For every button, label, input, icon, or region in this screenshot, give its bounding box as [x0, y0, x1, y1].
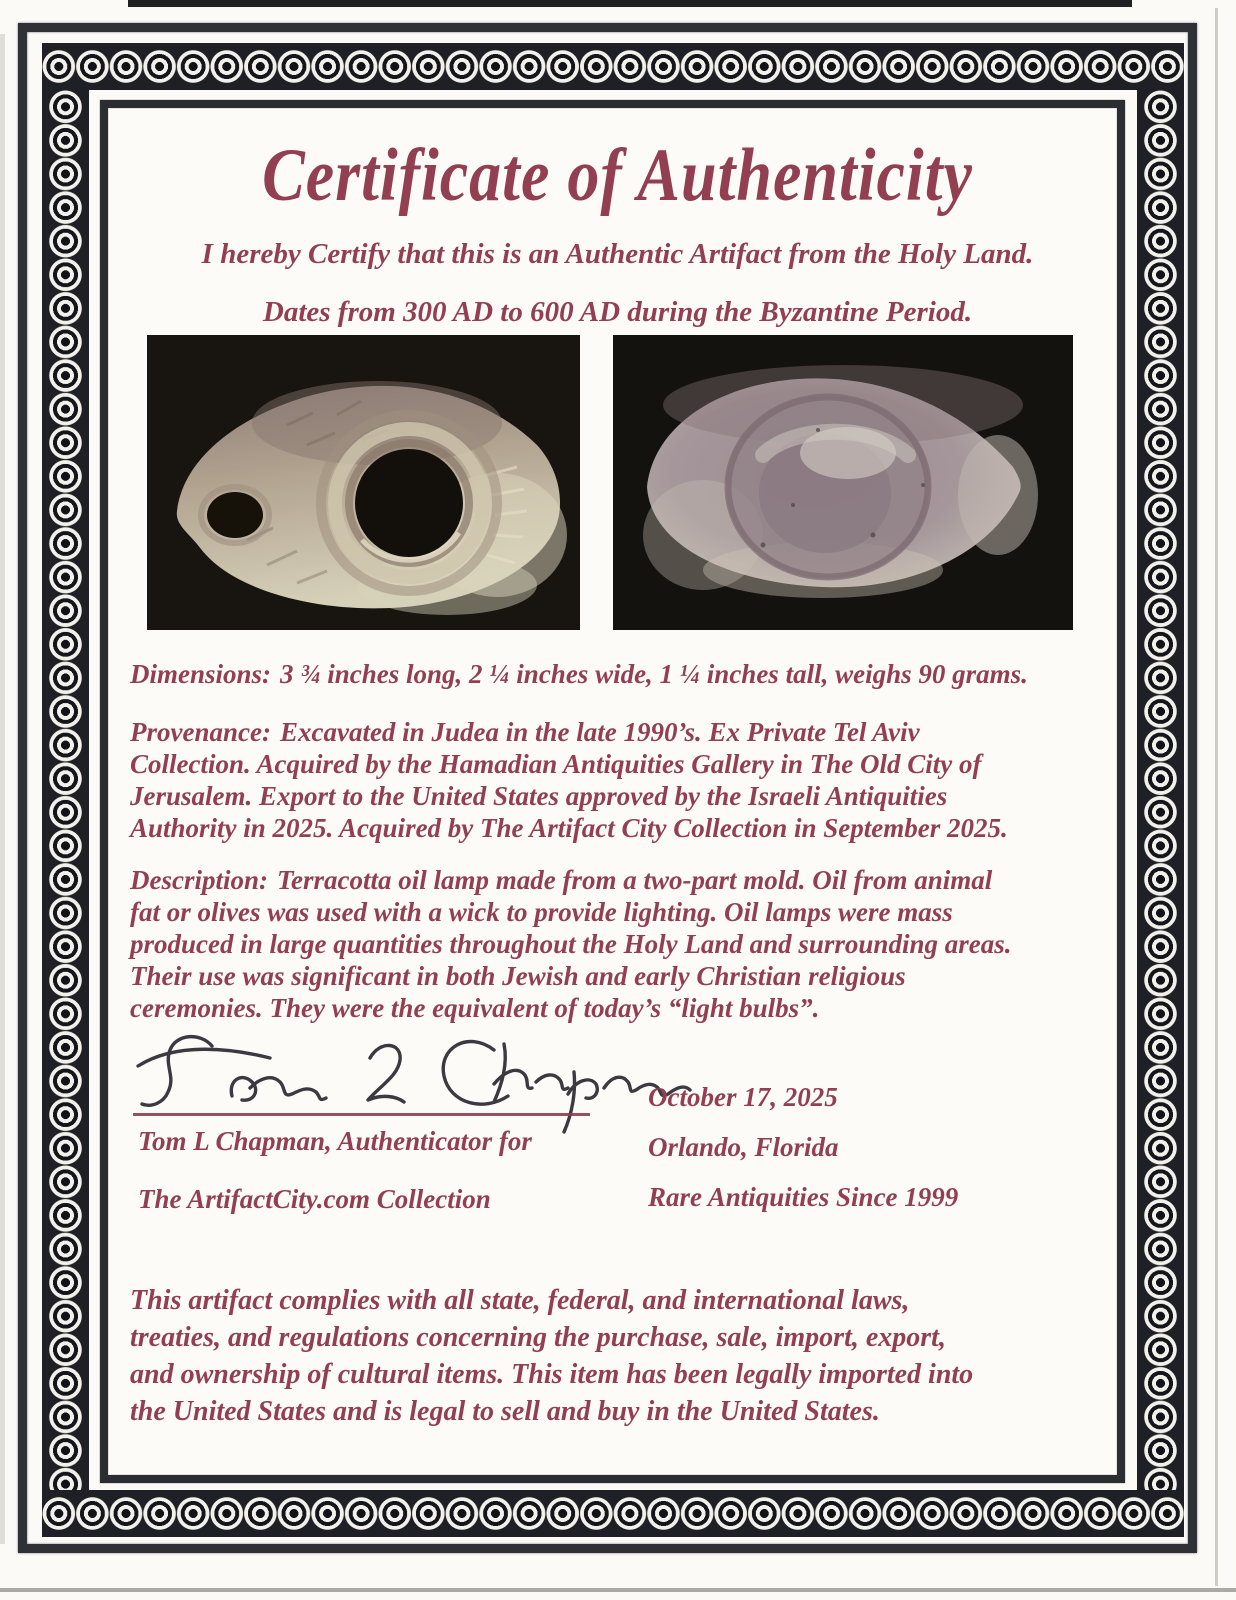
legal-line: This artifact complies with all state, federal, and international laws, — [130, 1285, 910, 1316]
provenance-line — [130, 716, 1008, 748]
description-line: fat or olives was used with a wick to provide lighting. Oil lamps were mass — [130, 897, 953, 927]
dimensions-label: Dimensions: — [130, 659, 272, 689]
legal-line: treaties, and regulations concerning the purchase, sale, import, export, — [130, 1322, 946, 1353]
provenance-line: Authority in 2025. Acquired by The Artifact City Collection in September 2025. — [130, 813, 1008, 843]
dating-statement: Dates from 300 AD to 600 AD during the Byzantine Period. — [262, 296, 973, 328]
certificate-date: October 17, 2025 — [648, 1082, 838, 1112]
description-section — [130, 864, 1011, 1024]
ornate-border-right — [1137, 90, 1184, 1490]
authenticator-name-line: Tom L Chapman, Authenticator for — [138, 1126, 532, 1156]
description-line — [130, 864, 1011, 896]
scan-artifact-left-edge — [0, 34, 5, 1544]
ornate-border-top — [42, 43, 1184, 90]
ornate-border-left — [42, 90, 89, 1490]
certify-statement: I hereby Certify that this is an Authentic Artifact from the Holy Land. — [201, 238, 1034, 270]
provenance-text: Excavated in Judea in the late 1990’s. Ex Private Tel Aviv — [279, 717, 920, 747]
provenance-line: Collection. Acquired by the Hamadian Antiquities Gallery in The Old City of — [130, 749, 982, 779]
provenance-label: Provenance: — [130, 717, 271, 747]
certificate-location: Orlando, Florida — [648, 1132, 839, 1162]
scan-artifact-right-edge — [1215, 8, 1218, 1586]
description-line: ceremonies. They were the equivalent of today’s “light bulbs”. — [130, 993, 820, 1023]
ornate-border-bottom — [42, 1490, 1184, 1537]
dimensions-value: 3 ¾ inches long, 2 ¼ inches wide, 1 ¼ inches tall, weighs 90 grams. — [280, 659, 1028, 689]
collection-name-line: The ArtifactCity.com Collection — [138, 1184, 491, 1214]
signature-underline — [133, 1113, 590, 1116]
handwritten-signature — [112, 1022, 712, 1134]
legal-statement — [130, 1282, 973, 1430]
description-label: Description: — [130, 865, 268, 895]
provenance-section — [130, 716, 1008, 844]
description-line: Their use was significant in both Jewish and early Christian religious — [130, 961, 906, 991]
provenance-line: Jerusalem. Export to the United States approved by the Israeli Antiquities — [130, 781, 948, 811]
scan-artifact-top-line — [128, 0, 1132, 7]
scan-artifact-bottom-line — [0, 1588, 1236, 1592]
oil-lamp-bottom-view-photo — [613, 335, 1073, 630]
dimensions-section — [130, 658, 1028, 690]
oil-lamp-top-view-photo — [147, 335, 580, 630]
certificate-title: Certificate of Authenticity — [262, 132, 973, 217]
description-line: produced in large quantities throughout the Holy Land and surrounding areas. — [130, 929, 1012, 959]
description-text: Terracotta oil lamp made from a two-part mold. Oil from animal — [277, 865, 993, 895]
legal-line: and ownership of cultural items. This item has been legally imported into — [130, 1359, 974, 1390]
legal-line: the United States and is legal to sell and buy in the United States. — [130, 1396, 880, 1427]
dimensions-line — [130, 658, 1028, 690]
company-tagline: Rare Antiquities Since 1999 — [648, 1182, 959, 1212]
